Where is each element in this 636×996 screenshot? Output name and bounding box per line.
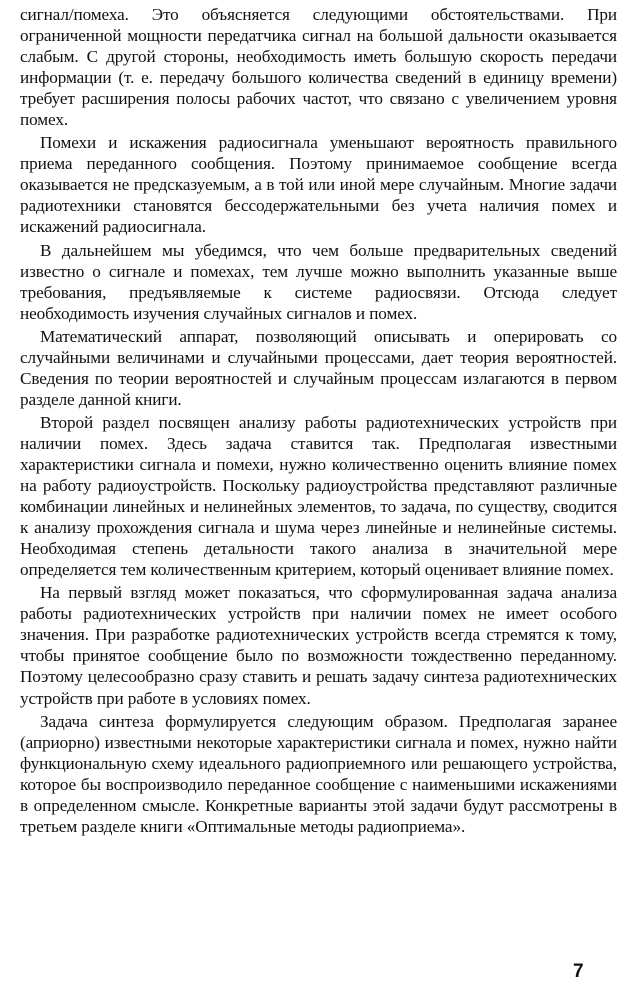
paragraph-3: В дальнейшем мы убедимся, что чем больше предварительных сведений известно о сигнале и помехах, тем лучше можно выполнить указанные выше требования, предъявляемые к системе радиосвязи. Отсюда следует необходимость изучения случайных сигналов и помех. [20,240,617,323]
paragraph-7: Задача синтеза формулируется следующим образом. Предполагая заранее (априорно) известными некоторые характеристики сигнала и помех, нужно найти функциональную схему идеального радиоприемного или решающего устройства, которое бы воспроизводило переданное сообщение с наименьшими искажениями в определенном смысле. Конкретные варианты этой задачи будут рассмотрены в третьем разделе книги «Оптимальные методы радиоприема». [20,711,617,836]
paragraph-1: сигнал/помеха. Это объясняется следующими обстоятельствами. При ограниченной мощности передатчика сигнал на большой дальности оказывается слабым. С другой стороны, необходимость иметь большую скорость передачи информации (т. е. передачу большого количества сведений в единицу времени) требует расширения полосы рабочих частот, что связано с увеличением уровня помех. [20,5,617,130]
paragraph-2: Помехи и искажения радиосигнала уменьшают вероятность правильного приема переданного сообщения. Поэтому принимаемое сообщение всегда оказывается не предсказуемым, а в той или иной мере случайным. Многие задачи радиотехники становятся бессодержательными без учета наличия помех и искажений радиосигнала. [20,133,617,237]
paragraph-5: Второй раздел посвящен анализу работы радиотехнических устройств при наличии помех. Здесь задача ставится так. Предполагая известными характеристики сигнала и помехи, нужно количественно оценить влияние помех на работу радиоустройств. Поскольку радиоустройства представляют различные комбинации линейных и нелинейных элементов, то задача, по существу, сводится к анализу прохождения сигнала и шума через линейные и нелинейные системы. Необходимая степень детальности такого анализа в значительной мере определяется тем количественным критерием, который оценивает влияние помех. [20,412,617,580]
body-text [20,4,617,837]
paragraph-4: Математический аппарат, позволяющий описывать и оперировать со случайными величинами и случайными процессами, дает теория вероятностей. Сведения по теории вероятностей и случайным процессам излагаются в первом разделе данной книги. [20,326,617,409]
paragraph-6: На первый взгляд может показаться, что сформулированная задача анализа работы радиотехнических устройств при наличии помех не имеет особого значения. При разработке радиотехнических устройств всегда стремятся к тому, чтобы принятое сообщение было по возможности тождественно переданному. Поэтому целесообразно сразу ставить и решать задачу синтеза радиотехнических устройств при работе в условиях помех. [20,583,617,708]
page-number: 7 [573,961,584,982]
